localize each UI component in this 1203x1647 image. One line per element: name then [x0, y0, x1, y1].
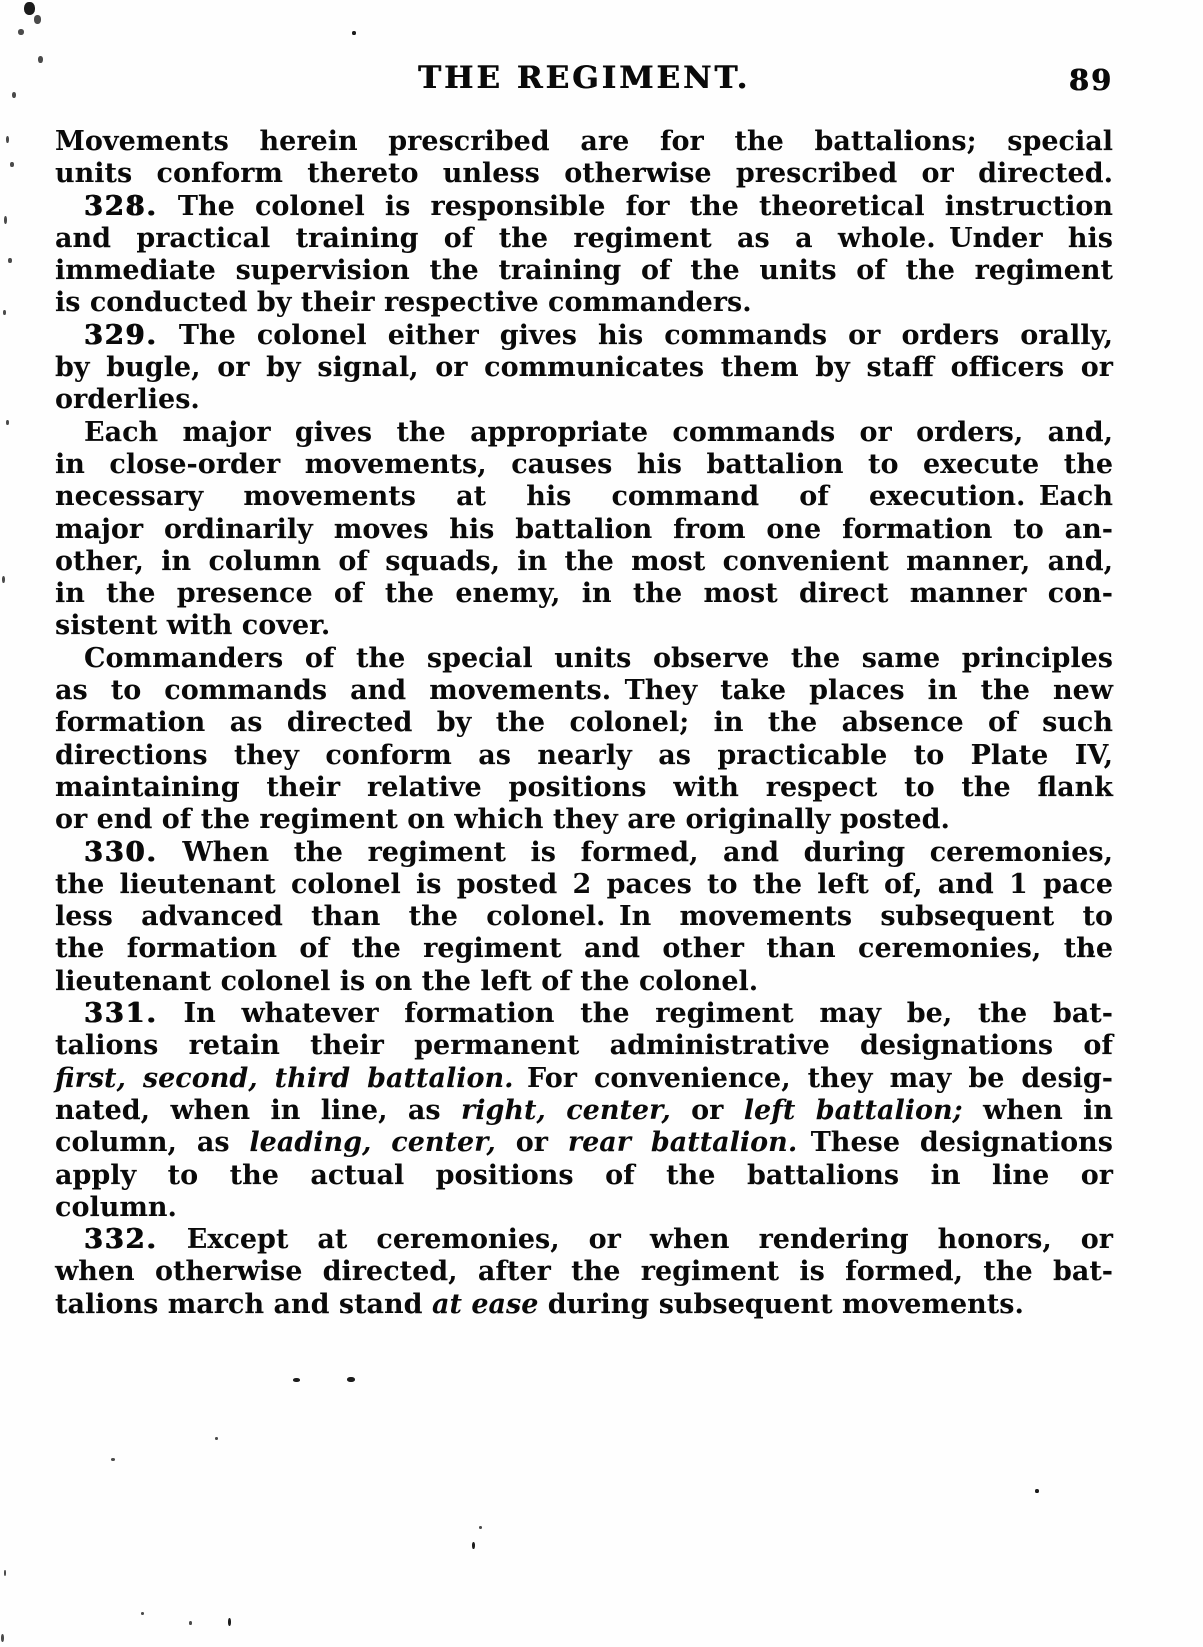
text-line — [55, 417, 1113, 449]
scan-speck-icon — [1, 1634, 4, 1642]
text-segment: as to commands and movements. They take places in the new — [55, 675, 1113, 707]
text-segment: when in — [962, 1094, 1113, 1126]
text-line — [55, 578, 1113, 610]
text-segment: talions retain their permanent administrative designations of — [55, 1030, 1113, 1062]
text-line — [55, 255, 1113, 287]
text-line — [55, 966, 1113, 998]
text-segment: the formation of the regiment and other than ceremonies, the — [55, 933, 1113, 965]
emphasized-text: leading, center, — [249, 1127, 496, 1159]
paragraph-number: 328. — [84, 190, 158, 222]
scan-speck-icon — [352, 31, 356, 35]
text-line — [55, 1063, 1113, 1095]
text-line — [55, 1160, 1113, 1192]
text-line — [55, 1127, 1113, 1159]
text-segment: talions march and stand — [55, 1288, 432, 1320]
text-line — [55, 610, 1113, 642]
text-segment: column, as — [55, 1127, 250, 1159]
text-line — [55, 449, 1113, 481]
scan-speck-icon — [38, 56, 43, 63]
scan-speck-icon — [141, 1612, 144, 1615]
body-text — [55, 126, 1113, 1321]
text-segment: directions they conform as nearly as practicable to Plate IV, — [55, 739, 1113, 771]
text-line — [55, 933, 1113, 965]
text-line — [55, 1030, 1113, 1062]
text-line — [55, 481, 1113, 513]
text-segment: major ordinarily moves his battalion from one formation to an- — [55, 513, 1113, 545]
text-segment: and practical training of the regiment as a whole. Under his — [55, 222, 1113, 254]
scan-speck-icon — [12, 92, 16, 98]
text-line — [55, 740, 1113, 772]
text-line — [55, 191, 1113, 223]
text-segment: or — [495, 1127, 568, 1159]
scan-speck-icon — [18, 29, 24, 35]
text-segment: nated, when in line, as — [55, 1094, 461, 1126]
paragraph-number: 330. — [84, 836, 158, 868]
text-line — [55, 1289, 1113, 1321]
scan-speck-icon — [6, 420, 9, 425]
text-line — [55, 998, 1113, 1030]
scan-speck-icon — [8, 258, 12, 263]
text-line — [55, 287, 1113, 319]
text-line — [55, 772, 1113, 804]
text-line — [55, 223, 1113, 255]
scan-speck-icon — [293, 1378, 300, 1382]
text-segment: when otherwise directed, after the regiment is formed, the bat- — [55, 1256, 1113, 1288]
text-segment: units conform thereto unless otherwise prescribed or directed. — [55, 158, 1113, 190]
scan-speck-icon — [4, 216, 7, 224]
scan-speck-icon — [1035, 1489, 1039, 1493]
scan-speck-icon — [215, 1437, 218, 1440]
text-line — [55, 384, 1113, 416]
text-segment: lieutenant colonel is on the left of the colonel. — [55, 965, 759, 997]
text-segment: column. — [55, 1191, 177, 1223]
text-line — [55, 837, 1113, 869]
text-segment: apply to the actual positions of the battalions in line or — [55, 1159, 1113, 1191]
scan-speck-icon — [6, 136, 9, 143]
text-segment: sistent with cover. — [55, 610, 331, 642]
text-line — [55, 707, 1113, 739]
page-header — [55, 60, 1113, 102]
text-segment: by bugle, or by signal, or communicates them by staff officers or — [55, 352, 1113, 384]
scan-speck-icon — [24, 2, 35, 15]
page-number: 89 — [1068, 63, 1113, 97]
text-segment: in close-order movements, causes his battalion to execute the — [55, 448, 1113, 480]
text-line — [55, 126, 1113, 158]
text-segment: The colonel either gives his commands or orders orally, — [157, 319, 1113, 351]
page-title: THE REGIMENT. — [417, 60, 751, 96]
text-line — [55, 901, 1113, 933]
scan-speck-icon — [347, 1377, 355, 1382]
text-line — [55, 352, 1113, 384]
scan-speck-icon — [3, 310, 6, 315]
text-line — [55, 1224, 1113, 1256]
scan-speck-icon — [111, 1458, 115, 1461]
text-segment: less advanced than the colonel. In movements subsequent to — [55, 901, 1113, 933]
scan-speck-icon — [472, 1542, 475, 1549]
scan-speck-icon — [34, 15, 41, 24]
paragraph-number: 329. — [84, 319, 158, 351]
scan-speck-icon — [2, 576, 5, 583]
text-segment: other, in column of squads, in the most convenient manner, and, — [55, 545, 1113, 577]
text-line — [55, 514, 1113, 546]
paragraph-number: 331. — [84, 998, 158, 1030]
text-line — [55, 1095, 1113, 1127]
scan-speck-icon — [4, 1570, 6, 1576]
text-segment: is conducted by their respective commanders. — [55, 287, 752, 319]
emphasized-text: first, second, third battalion. — [55, 1062, 514, 1094]
text-segment: maintaining their relative positions with respect to the flank — [55, 771, 1113, 803]
text-segment: necessary movements at his command of execution. Each — [55, 481, 1113, 513]
text-segment: formation as directed by the colonel; in the absence of such — [55, 707, 1113, 739]
scan-speck-icon — [10, 162, 14, 167]
scan-speck-icon — [479, 1526, 482, 1529]
text-segment: or — [670, 1094, 744, 1126]
text-segment: Movements herein prescribed are for the battalions; special — [55, 126, 1113, 157]
text-line — [55, 546, 1113, 578]
text-segment: orderlies. — [55, 384, 200, 416]
scan-speck-icon — [228, 1618, 231, 1626]
text-line — [55, 804, 1113, 836]
text-segment: or end of the regiment on which they are originally posted. — [55, 804, 950, 836]
text-segment: Except at ceremonies, or when rendering honors, or — [157, 1224, 1113, 1256]
scan-speck-icon — [189, 1621, 192, 1625]
text-segment: In whatever formation the regiment may be, the bat- — [157, 998, 1113, 1030]
text-segment: Commanders of the special units observe the same principles — [84, 642, 1113, 674]
text-segment: Each major gives the appropriate commands or orders, and, — [84, 416, 1113, 448]
text-segment: When the regiment is formed, and during ceremonies, — [157, 836, 1113, 868]
text-line — [55, 675, 1113, 707]
text-segment: The colonel is responsible for the theoretical instruction — [157, 190, 1113, 222]
text-segment: For convenience, they may be desig- — [513, 1062, 1113, 1094]
emphasized-text: rear battalion. — [567, 1127, 798, 1159]
text-segment: the lieutenant colonel is posted 2 paces to the left of, and 1 pace — [55, 868, 1113, 900]
text-line — [55, 643, 1113, 675]
emphasized-text: left battalion; — [743, 1094, 963, 1126]
emphasized-text: at ease — [431, 1288, 539, 1320]
text-line — [55, 1256, 1113, 1288]
emphasized-text: right, center, — [460, 1094, 671, 1126]
text-line — [55, 158, 1113, 190]
text-segment: These designations — [797, 1127, 1113, 1159]
text-segment: immediate supervision the training of the units of the regiment — [55, 255, 1113, 287]
text-segment: during subsequent movements. — [538, 1288, 1024, 1320]
paragraph-number: 332. — [84, 1224, 158, 1256]
text-line — [55, 1192, 1113, 1224]
text-segment: in the presence of the enemy, in the most direct manner con- — [55, 578, 1113, 610]
text-line — [55, 320, 1113, 352]
text-line — [55, 869, 1113, 901]
